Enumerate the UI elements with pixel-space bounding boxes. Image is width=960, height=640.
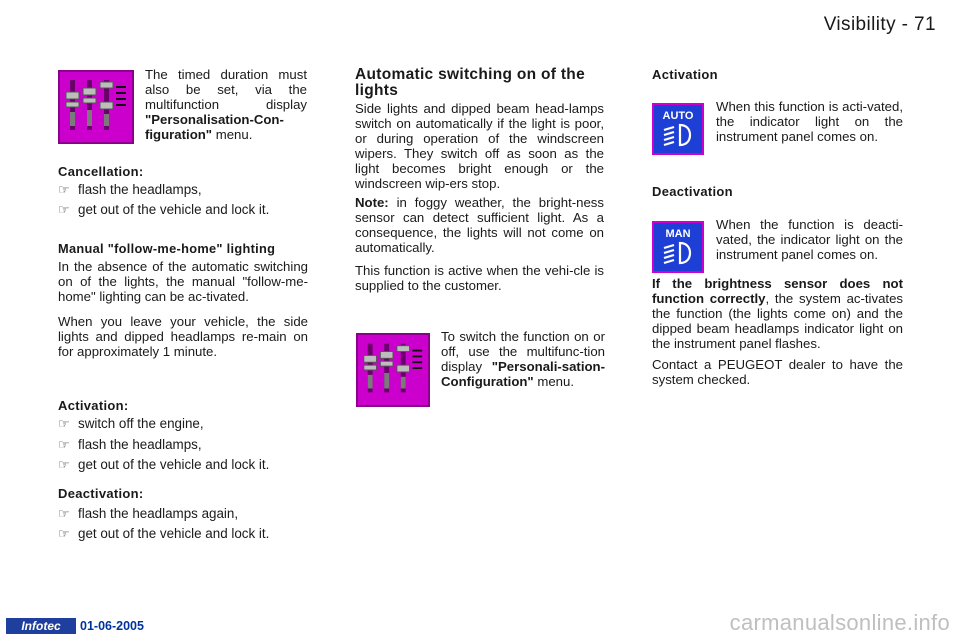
deactivation-heading: Deactivation: xyxy=(58,486,144,501)
sensor-warning-para: If the brightness sensor does not function correctly, the system ac-tivates the function (the lights come on) and the dipped beam headlamps indicator light on the instrument panel flashes. xyxy=(652,276,904,351)
auto-lights-para: Side lights and dipped beam head-lamps switch on automatically if the light is poor, or during operation of the windscreen wipers. They switch off as soon as the light becomes bright enough or the windscreen wip-ers stop. xyxy=(355,101,604,191)
follow-me-home-para-1: In the absence of the automatic switching on of the lights, the manual "follow-me-home" lighting can be ac-tivated. xyxy=(58,259,308,304)
list-item: ☞ get out of the vehicle and lock it. xyxy=(58,457,270,472)
settings-icon xyxy=(58,70,134,144)
page-header: Visibility - 71 xyxy=(823,14,936,35)
brand-logo: Infotec xyxy=(6,618,76,634)
follow-me-home-heading: Manual "follow-me-home" lighting xyxy=(58,241,276,256)
pointing-hand-icon: ☞ xyxy=(58,526,70,541)
deactivation-text: When the function is deacti-vated, the indicator light on the instrument panel comes on. xyxy=(716,217,903,262)
pointing-hand-icon: ☞ xyxy=(58,202,70,217)
man-label: MAN xyxy=(665,228,691,240)
manual-headlamp-icon xyxy=(652,221,704,273)
settings-icon xyxy=(356,333,430,407)
list-item: ☞ switch off the engine, xyxy=(58,416,204,431)
contact-dealer-para: Contact a PEUGEOT dealer to have the system checked. xyxy=(652,357,903,387)
follow-me-home-para-2: When you leave your vehicle, the side lights and dipped headlamps re-main on for approximately 1 minute. xyxy=(58,314,308,359)
tip-text: To switch the function on or off, use the multifunc-tion display "Personali-sation-Configuration" menu. xyxy=(441,329,605,389)
section-title: Automatic switching on of the lights xyxy=(355,66,585,99)
list-item: ☞ flash the headlamps, xyxy=(58,182,202,197)
deactivation-title: Deactivation xyxy=(652,184,733,199)
list-item: ☞ get out of the vehicle and lock it. xyxy=(58,526,270,541)
pointing-hand-icon: ☞ xyxy=(58,506,70,521)
pointing-hand-icon: ☞ xyxy=(58,457,70,472)
intro-text: The timed duration must also be set, via the multifunction display "Personalisation-Con-figuration" menu. xyxy=(145,67,307,142)
auto-headlamp-icon xyxy=(652,103,704,155)
activation-text: When this function is acti-vated, the indicator light on the instrument panel comes on. xyxy=(716,99,903,144)
list-item: ☞ get out of the vehicle and lock it. xyxy=(58,202,270,217)
default-active-para: This function is active when the vehi-cle is supplied to the customer. xyxy=(355,263,604,293)
list-item: ☞ flash the headlamps, xyxy=(58,437,202,452)
pointing-hand-icon: ☞ xyxy=(58,437,70,452)
activation-title: Activation xyxy=(652,67,718,82)
list-item: ☞ flash the headlamps again, xyxy=(58,506,239,521)
auto-label: AUTO xyxy=(662,110,694,122)
cancellation-heading: Cancellation: xyxy=(58,164,144,179)
pointing-hand-icon: ☞ xyxy=(58,416,70,431)
footer-date: 01-06-2005 xyxy=(80,619,144,633)
pointing-hand-icon: ☞ xyxy=(58,182,70,197)
activation-heading: Activation: xyxy=(58,398,129,413)
note-para: Note: in foggy weather, the bright-ness sensor can detect sufficient light. As a consequence, the lights will not come on automatically. xyxy=(355,195,604,255)
watermark: carmanualsonline.info xyxy=(729,610,950,635)
